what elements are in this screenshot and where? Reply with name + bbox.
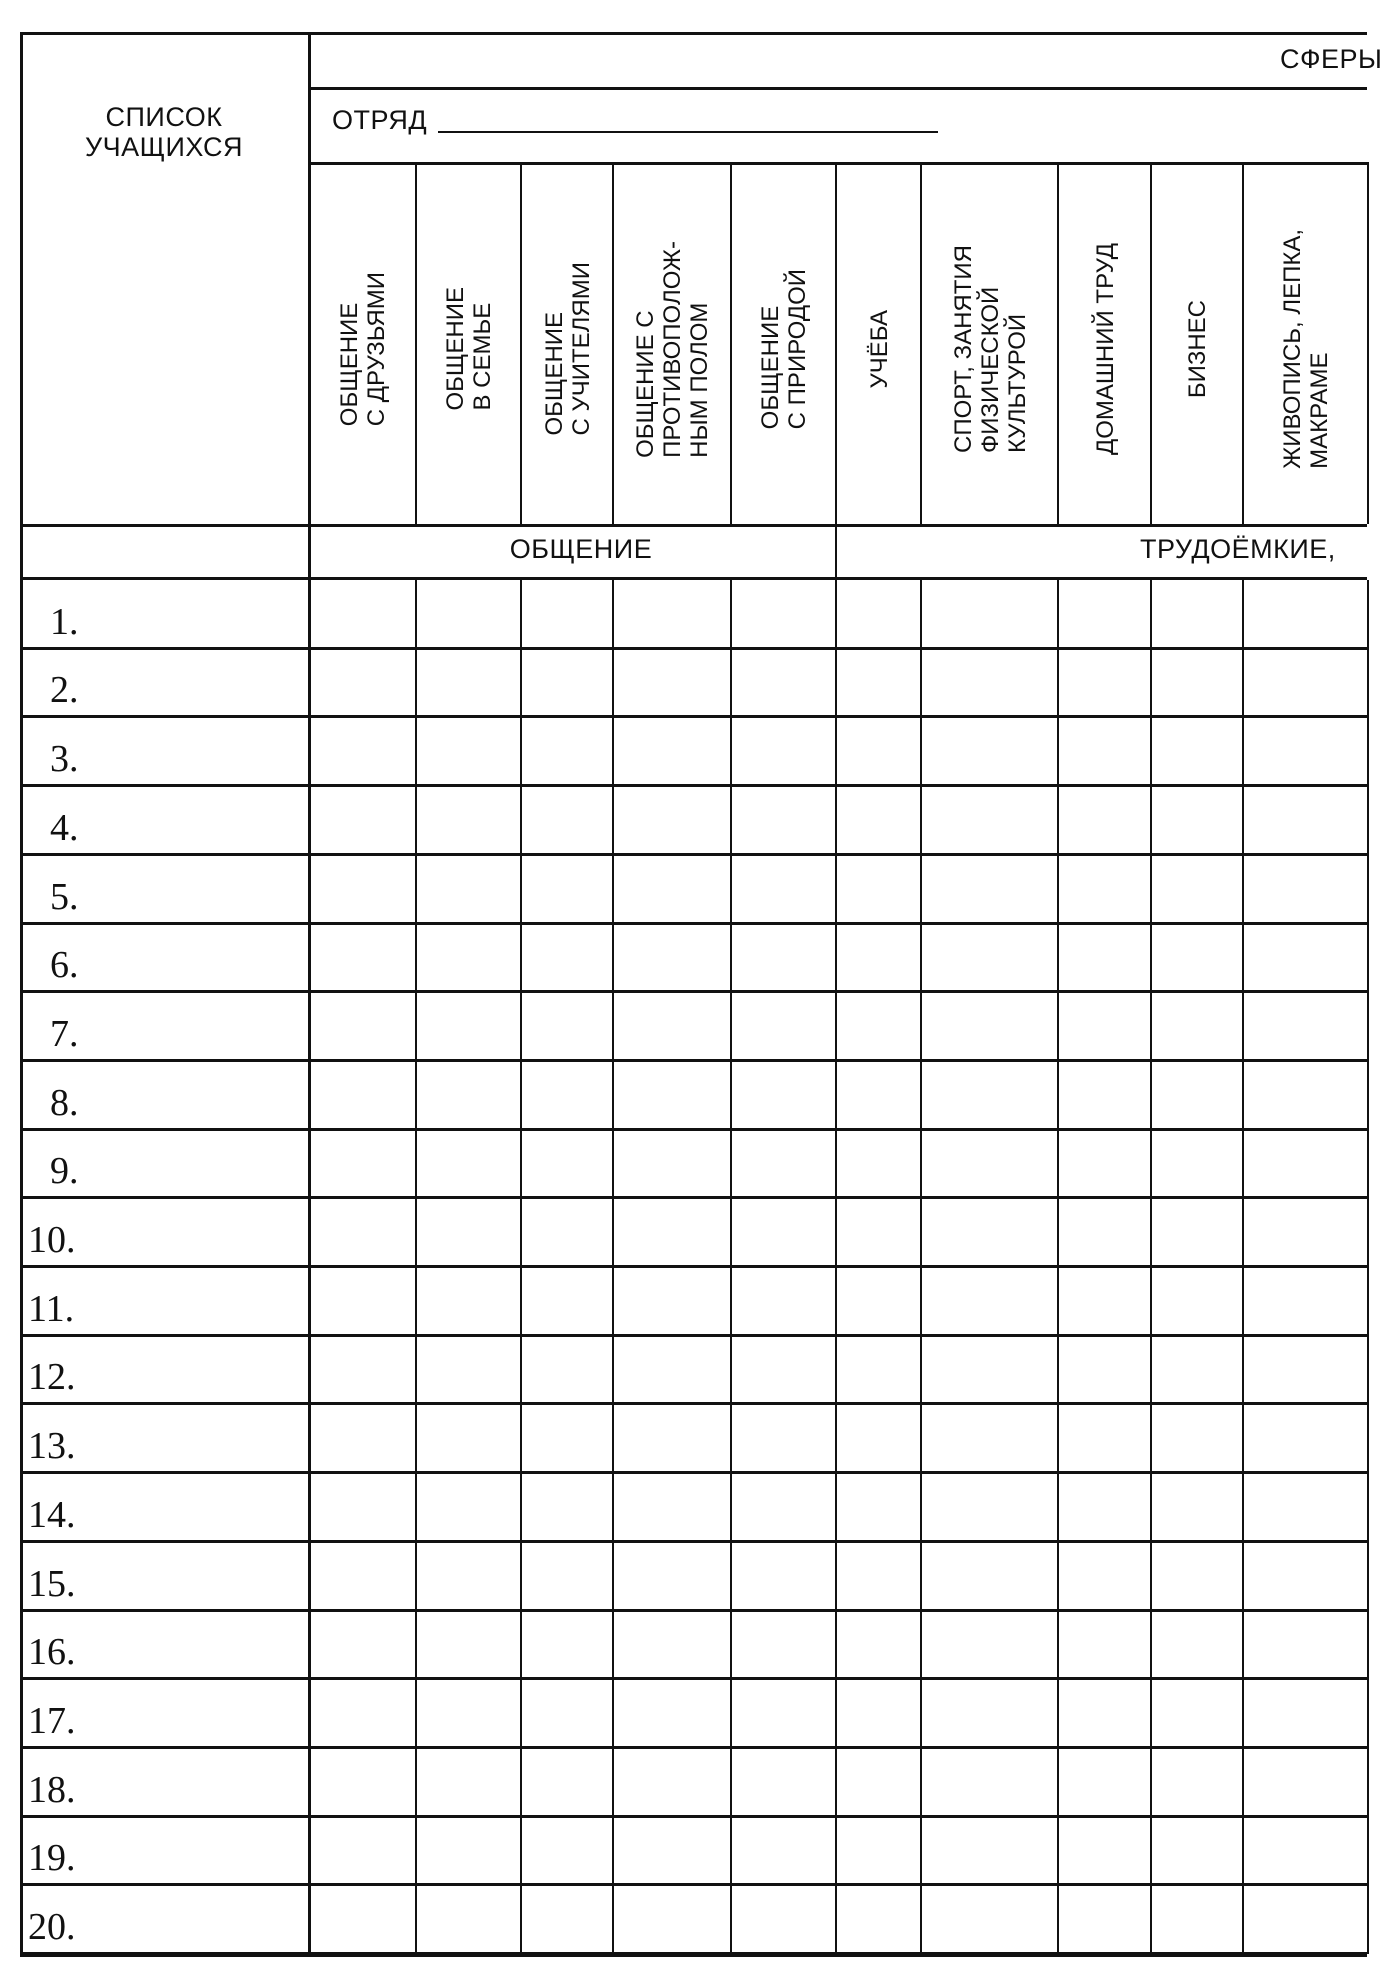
rating-cell[interactable] [733, 1886, 834, 1951]
rating-cell[interactable] [1245, 1886, 1366, 1951]
rating-cell[interactable] [1060, 1612, 1149, 1677]
rating-cell[interactable] [615, 1268, 729, 1333]
students-header: СПИСОК УЧАЩИХСЯ [85, 102, 243, 162]
rating-cell[interactable] [311, 718, 414, 783]
rating-cell[interactable] [1153, 1818, 1241, 1883]
rating-cell[interactable] [523, 581, 611, 646]
rating-cell[interactable] [1060, 650, 1149, 715]
rating-cell[interactable] [418, 1337, 519, 1402]
rating-cell[interactable] [418, 718, 519, 783]
rating-cell[interactable] [838, 1199, 919, 1264]
rating-cell[interactable] [838, 1405, 919, 1470]
rating-cell[interactable] [418, 1474, 519, 1539]
squad-label: ОТРЯД [332, 105, 428, 135]
rating-cell[interactable] [418, 1680, 519, 1745]
rating-cell[interactable] [1153, 650, 1241, 715]
row-number: 7. [50, 1013, 79, 1055]
rating-cell[interactable] [523, 856, 611, 921]
rating-cell[interactable] [615, 1337, 729, 1402]
rating-cell[interactable] [733, 1680, 834, 1745]
rating-cell[interactable] [923, 1337, 1056, 1402]
rating-cell[interactable] [838, 1474, 919, 1539]
rating-cell[interactable] [523, 1818, 611, 1883]
rating-cell[interactable] [311, 1543, 414, 1608]
rating-cell[interactable] [1245, 650, 1366, 715]
column-header [523, 174, 612, 524]
rating-cell[interactable] [1153, 787, 1241, 852]
column-header [418, 174, 520, 524]
rating-cell[interactable] [923, 1199, 1056, 1264]
rating-cell[interactable] [615, 1062, 729, 1127]
rating-cell[interactable] [923, 1131, 1056, 1196]
column-header [733, 174, 835, 524]
rating-cell[interactable] [1060, 1543, 1149, 1608]
rating-cell[interactable] [1245, 1543, 1366, 1608]
rating-cell[interactable] [418, 1131, 519, 1196]
rating-cell[interactable] [1060, 1818, 1149, 1883]
rating-cell[interactable] [838, 650, 919, 715]
rating-cell[interactable] [1060, 1268, 1149, 1333]
rating-cell[interactable] [523, 1405, 611, 1470]
rating-cell[interactable] [523, 1612, 611, 1677]
column-divider [920, 162, 922, 524]
rating-cell[interactable] [838, 1749, 919, 1814]
row-number: 18. [28, 1769, 76, 1811]
student-spheres-table [20, 32, 1383, 1957]
rating-cell[interactable] [418, 1749, 519, 1814]
row-number: 16. [28, 1631, 76, 1673]
rating-cell[interactable] [523, 1199, 611, 1264]
rating-cell[interactable] [1060, 787, 1149, 852]
rating-cell[interactable] [311, 1680, 414, 1745]
rating-cell[interactable] [311, 581, 414, 646]
row-number: 13. [28, 1425, 76, 1467]
rating-cell[interactable] [1060, 1337, 1149, 1402]
column-header-label: ОБЩЕНИЕ В СЕМЬЕ [442, 287, 496, 411]
rating-cell[interactable] [311, 1474, 414, 1539]
rating-cell[interactable] [418, 1818, 519, 1883]
rating-cell[interactable] [615, 1680, 729, 1745]
rating-cell[interactable] [418, 1268, 519, 1333]
rating-cell[interactable] [838, 1886, 919, 1951]
rating-cell[interactable] [615, 856, 729, 921]
row-number: 20. [28, 1906, 76, 1948]
rating-cell[interactable] [923, 787, 1056, 852]
rating-cell[interactable] [1153, 1680, 1241, 1745]
rating-cell[interactable] [311, 1886, 414, 1951]
rating-cell[interactable] [311, 1612, 414, 1677]
squad-underline [438, 131, 938, 133]
rating-cell[interactable] [311, 1337, 414, 1402]
rating-cell[interactable] [523, 1337, 611, 1402]
rating-cell[interactable] [1245, 1474, 1366, 1539]
rating-cell[interactable] [1153, 1405, 1241, 1470]
column-header [1060, 174, 1150, 524]
rating-cell[interactable] [615, 787, 729, 852]
rating-cell[interactable] [418, 1543, 519, 1608]
rating-cell[interactable] [733, 787, 834, 852]
row-number: 8. [50, 1082, 79, 1124]
column-divider [1057, 162, 1059, 524]
rating-cell[interactable] [615, 925, 729, 990]
rating-cell[interactable] [1060, 856, 1149, 921]
rating-cell[interactable] [615, 1543, 729, 1608]
rating-cell[interactable] [923, 1818, 1056, 1883]
rating-cell[interactable] [615, 1199, 729, 1264]
rating-cell[interactable] [523, 1543, 611, 1608]
table-border-left [20, 32, 23, 1957]
rating-cell[interactable] [418, 856, 519, 921]
column-header [311, 174, 415, 524]
rating-cell[interactable] [1153, 856, 1241, 921]
rating-cell[interactable] [1060, 1680, 1149, 1745]
column-header [1153, 174, 1242, 524]
column-header [615, 174, 730, 524]
spheres-title-rule [308, 87, 1367, 90]
rating-cell[interactable] [1060, 925, 1149, 990]
rating-cell[interactable] [1245, 581, 1366, 646]
rating-cell[interactable] [733, 1543, 834, 1608]
row-number: 11. [28, 1288, 75, 1330]
row-rule [20, 1952, 1367, 1955]
row-number: 6. [50, 944, 79, 986]
rating-cell[interactable] [523, 718, 611, 783]
column-header-label: ОБЩЕНИЕ С ПРОТИВОПОЛОЖ- НЫМ ПОЛОМ [632, 240, 713, 458]
rating-cell[interactable] [838, 856, 919, 921]
rating-cell[interactable] [1153, 1612, 1241, 1677]
rating-cell[interactable] [523, 650, 611, 715]
group-label-communication: ОБЩЕНИЕ [509, 534, 653, 564]
table-border-top [20, 32, 1367, 35]
rating-cell[interactable] [1245, 1268, 1366, 1333]
rating-cell[interactable] [1153, 1474, 1241, 1539]
rating-cell[interactable] [1245, 1199, 1366, 1264]
rating-cell[interactable] [311, 1199, 414, 1264]
rating-cell[interactable] [311, 1062, 414, 1127]
rating-cell[interactable] [418, 787, 519, 852]
row-number: 14. [28, 1494, 76, 1536]
rating-cell[interactable] [838, 1268, 919, 1333]
rating-cell[interactable] [1153, 1131, 1241, 1196]
rating-cell[interactable] [523, 925, 611, 990]
column-header [838, 174, 920, 524]
row-number: 1. [50, 601, 79, 643]
rating-cell[interactable] [733, 1268, 834, 1333]
rating-cell[interactable] [838, 1543, 919, 1608]
rating-cell[interactable] [923, 1405, 1056, 1470]
row-number: 19. [28, 1837, 76, 1879]
rating-cell[interactable] [838, 1062, 919, 1127]
rating-cell[interactable] [923, 1749, 1056, 1814]
column-header-top-rule [308, 162, 1367, 165]
rating-cell[interactable] [1245, 925, 1366, 990]
rating-cell[interactable] [615, 1749, 729, 1814]
row-number: 17. [28, 1700, 76, 1742]
column-header-label: СПОРТ, ЗАНЯТИЯ ФИЗИЧЕСКОЙ КУЛЬТУРОЙ [949, 245, 1031, 453]
rating-cell[interactable] [418, 1199, 519, 1264]
rating-cell[interactable] [733, 993, 834, 1058]
rating-cell[interactable] [418, 1612, 519, 1677]
rating-cell[interactable] [523, 1680, 611, 1745]
rating-cell[interactable] [923, 1680, 1056, 1745]
rating-cell[interactable] [923, 1543, 1056, 1608]
column-divider [1367, 162, 1369, 524]
rating-cell[interactable] [1245, 787, 1366, 852]
rating-cell[interactable] [523, 993, 611, 1058]
rating-cell[interactable] [311, 650, 414, 715]
rating-cell[interactable] [733, 1818, 834, 1883]
rating-cell[interactable] [311, 856, 414, 921]
rating-cell[interactable] [1245, 1680, 1366, 1745]
rating-cell[interactable] [1060, 1199, 1149, 1264]
rating-cell[interactable] [1153, 1062, 1241, 1127]
column-header [1245, 174, 1367, 524]
rating-cell[interactable] [523, 1268, 611, 1333]
column-divider [835, 524, 837, 1954]
rating-cell[interactable] [733, 718, 834, 783]
rating-cell[interactable] [615, 1886, 729, 1951]
rating-cell[interactable] [838, 787, 919, 852]
rating-cell[interactable] [1060, 993, 1149, 1058]
column-divider [730, 162, 732, 524]
row-number: 10. [28, 1219, 76, 1261]
column-header-label: ДОМАШНИЙ ТРУД [1091, 243, 1119, 455]
rating-cell[interactable] [733, 1612, 834, 1677]
rating-cell[interactable] [838, 925, 919, 990]
rating-cell[interactable] [733, 1749, 834, 1814]
rating-cell[interactable] [838, 581, 919, 646]
rating-cell[interactable] [1060, 1405, 1149, 1470]
column-header-label: ОБЩЕНИЕ С ПРИРОДОЙ [757, 268, 811, 430]
rating-cell[interactable] [1153, 1749, 1241, 1814]
rating-cell[interactable] [311, 1749, 414, 1814]
rating-cell[interactable] [1060, 1131, 1149, 1196]
rating-cell[interactable] [923, 718, 1056, 783]
rating-cell[interactable] [923, 856, 1056, 921]
rating-cell[interactable] [1060, 581, 1149, 646]
rating-cell[interactable] [615, 1474, 729, 1539]
row-number: 9. [50, 1150, 79, 1192]
rating-cell[interactable] [523, 1886, 611, 1951]
column-divider [1367, 580, 1369, 1954]
rating-cell[interactable] [923, 925, 1056, 990]
rating-cell[interactable] [1060, 1749, 1149, 1814]
column-header-label: БИЗНЕС [1184, 299, 1211, 399]
header-bottom-rule [20, 524, 1367, 527]
rating-cell[interactable] [838, 993, 919, 1058]
rating-cell[interactable] [615, 581, 729, 646]
row-number: 3. [50, 738, 79, 780]
rating-cell[interactable] [523, 787, 611, 852]
rating-cell[interactable] [1245, 1131, 1366, 1196]
column-divider [612, 162, 614, 524]
group-label-labor: ТРУДОЁМКИЕ, [1140, 534, 1336, 564]
rating-cell[interactable] [418, 1405, 519, 1470]
column-header [923, 174, 1057, 524]
rating-cell[interactable] [1245, 1818, 1366, 1883]
rating-cell[interactable] [311, 993, 414, 1058]
rating-cell[interactable] [1060, 1474, 1149, 1539]
column-header-label: УЧЁБА [865, 309, 893, 389]
row-number: 4. [50, 807, 79, 849]
rating-cell[interactable] [733, 581, 834, 646]
rating-cell[interactable] [1245, 1405, 1366, 1470]
rating-cell[interactable] [1245, 993, 1366, 1058]
rating-cell[interactable] [311, 1268, 414, 1333]
rating-cell[interactable] [615, 993, 729, 1058]
row-number: 2. [50, 669, 79, 711]
rating-cell[interactable] [923, 993, 1056, 1058]
rating-cell[interactable] [838, 1131, 919, 1196]
rating-cell[interactable] [1153, 718, 1241, 783]
rating-cell[interactable] [418, 993, 519, 1058]
rating-cell[interactable] [615, 650, 729, 715]
rating-cell[interactable] [311, 787, 414, 852]
rating-cell[interactable] [923, 1612, 1056, 1677]
column-header-label: ОБЩЕНИЕ С УЧИТЕЛЯМИ [540, 262, 595, 436]
rating-cell[interactable] [838, 1818, 919, 1883]
rating-cell[interactable] [1153, 1268, 1241, 1333]
rating-cell[interactable] [838, 1612, 919, 1677]
column-divider [415, 162, 417, 524]
rating-cell[interactable] [1245, 1062, 1366, 1127]
rating-cell[interactable] [311, 1818, 414, 1883]
rating-cell[interactable] [838, 718, 919, 783]
rating-cell[interactable] [1153, 1199, 1241, 1264]
rating-cell[interactable] [733, 1474, 834, 1539]
rating-cell[interactable] [418, 925, 519, 990]
rating-cell[interactable] [523, 1131, 611, 1196]
column-header-label: ОБЩЕНИЕ С ДРУЗЬЯМИ [336, 271, 390, 427]
rating-cell[interactable] [1153, 1543, 1241, 1608]
rating-cell[interactable] [733, 925, 834, 990]
groups-bottom-rule [20, 577, 1367, 580]
rating-cell[interactable] [733, 1405, 834, 1470]
rating-cell[interactable] [838, 1337, 919, 1402]
rating-cell[interactable] [733, 1337, 834, 1402]
rating-cell[interactable] [615, 718, 729, 783]
column-header-label: ЖИВОПИСЬ, ЛЕПКА, МАКРАМЕ [1279, 229, 1333, 469]
column-divider [1242, 162, 1244, 524]
row-number: 12. [28, 1356, 76, 1398]
rating-cell[interactable] [311, 1131, 414, 1196]
rating-cell[interactable] [418, 1886, 519, 1951]
row-number: 15. [28, 1563, 76, 1605]
rating-cell[interactable] [733, 1199, 834, 1264]
rating-cell[interactable] [923, 1062, 1056, 1127]
rating-cell[interactable] [923, 650, 1056, 715]
rating-cell[interactable] [1245, 856, 1366, 921]
rating-cell[interactable] [418, 650, 519, 715]
column-divider [520, 162, 522, 524]
rating-cell[interactable] [523, 1062, 611, 1127]
rating-cell[interactable] [923, 581, 1056, 646]
rating-cell[interactable] [1153, 925, 1241, 990]
rating-cell[interactable] [523, 1749, 611, 1814]
row-number: 5. [50, 876, 79, 918]
column-divider [1150, 162, 1152, 524]
rating-cell[interactable] [733, 650, 834, 715]
rating-cell[interactable] [418, 1062, 519, 1127]
rating-cell[interactable] [418, 581, 519, 646]
rating-cell[interactable] [923, 1474, 1056, 1539]
rating-cell[interactable] [1245, 1749, 1366, 1814]
rating-cell[interactable] [615, 1818, 729, 1883]
rating-cell[interactable] [615, 1612, 729, 1677]
column-divider [835, 162, 837, 524]
rating-cell[interactable] [1153, 1886, 1241, 1951]
rating-cell[interactable] [311, 1405, 414, 1470]
rating-cell[interactable] [1245, 1337, 1366, 1402]
rating-cell[interactable] [733, 856, 834, 921]
rating-cell[interactable] [1060, 718, 1149, 783]
rating-cell[interactable] [1153, 1337, 1241, 1402]
rating-cell[interactable] [523, 1474, 611, 1539]
rating-cell[interactable] [733, 1131, 834, 1196]
rating-cell[interactable] [1060, 1062, 1149, 1127]
rating-cell[interactable] [1153, 993, 1241, 1058]
spheres-header: СФЕРЫ [1280, 44, 1383, 74]
rating-cell[interactable] [1245, 1612, 1366, 1677]
rating-cell[interactable] [1245, 718, 1366, 783]
rating-cell[interactable] [923, 1886, 1056, 1951]
rating-cell[interactable] [838, 1680, 919, 1745]
rating-cell[interactable] [733, 1062, 834, 1127]
rating-cell[interactable] [311, 925, 414, 990]
rating-cell[interactable] [923, 1268, 1056, 1333]
rating-cell[interactable] [1153, 581, 1241, 646]
rating-cell[interactable] [1060, 1886, 1149, 1951]
rating-cell[interactable] [615, 1405, 729, 1470]
rating-cell[interactable] [615, 1131, 729, 1196]
